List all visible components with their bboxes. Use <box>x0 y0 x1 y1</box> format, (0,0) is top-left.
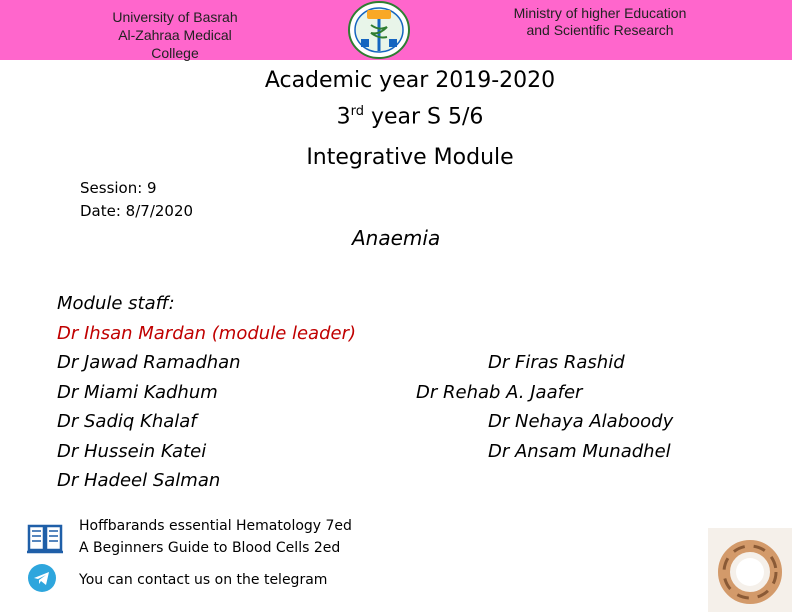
staff-heading: Module staff: <box>57 293 175 314</box>
staff-member: Dr Firas Rashid <box>488 352 625 373</box>
staff-member: Dr Nehaya Alaboody <box>488 411 674 432</box>
staff-member: Dr Ansam Munadhel <box>488 440 671 462</box>
year-semester-title <box>200 104 620 129</box>
session-info <box>80 177 193 223</box>
reference-book-1: Hoffbarands essential Hematology 7ed <box>79 518 352 534</box>
staff-member: Dr Hadeel Salman <box>57 470 221 491</box>
academic-year-title: Academic year 2019-2020 <box>264 68 556 93</box>
university-line: College <box>151 45 199 61</box>
semester-text: year S 5/6 <box>363 104 484 130</box>
university-line: Al-Zahraa Medical <box>118 27 232 43</box>
year-ordinal: rd <box>350 104 364 119</box>
module-leader: Dr Ihsan Mardan (module leader) <box>57 322 357 344</box>
reference-book-2: A Beginners Guide to Blood Cells 2ed <box>79 540 341 556</box>
staff-member: Dr Sadiq Khalaf <box>57 411 197 432</box>
telegram-icon[interactable] <box>27 563 57 593</box>
ministry-name <box>460 5 740 39</box>
telegram-contact-text: You can contact us on the telegram <box>79 572 328 588</box>
lecture-topic: Anaemia <box>352 226 441 250</box>
staff-member: Dr Miami Kadhum <box>57 381 218 403</box>
university-line: University of Basrah <box>112 9 238 25</box>
module-staff-left <box>57 289 356 496</box>
book-icon <box>26 518 64 556</box>
session-number: Session: 9 <box>80 179 157 197</box>
university-name <box>60 8 290 62</box>
hands-circle-icon <box>708 528 792 612</box>
staff-member: Dr Jawad Ramadhan <box>57 352 241 373</box>
module-staff-right <box>400 348 700 466</box>
module-title: Integrative Module <box>306 145 514 170</box>
staff-member: Dr Rehab A. Jaafer <box>416 381 583 403</box>
session-date: Date: 8/7/2020 <box>80 202 194 220</box>
ministry-line: Ministry of higher Education <box>513 5 687 21</box>
college-seal-icon <box>347 1 411 59</box>
year-number: 3 <box>336 104 351 130</box>
staff-member: Dr Hussein Katei <box>57 440 207 462</box>
ministry-line: and Scientific Research <box>526 22 674 38</box>
